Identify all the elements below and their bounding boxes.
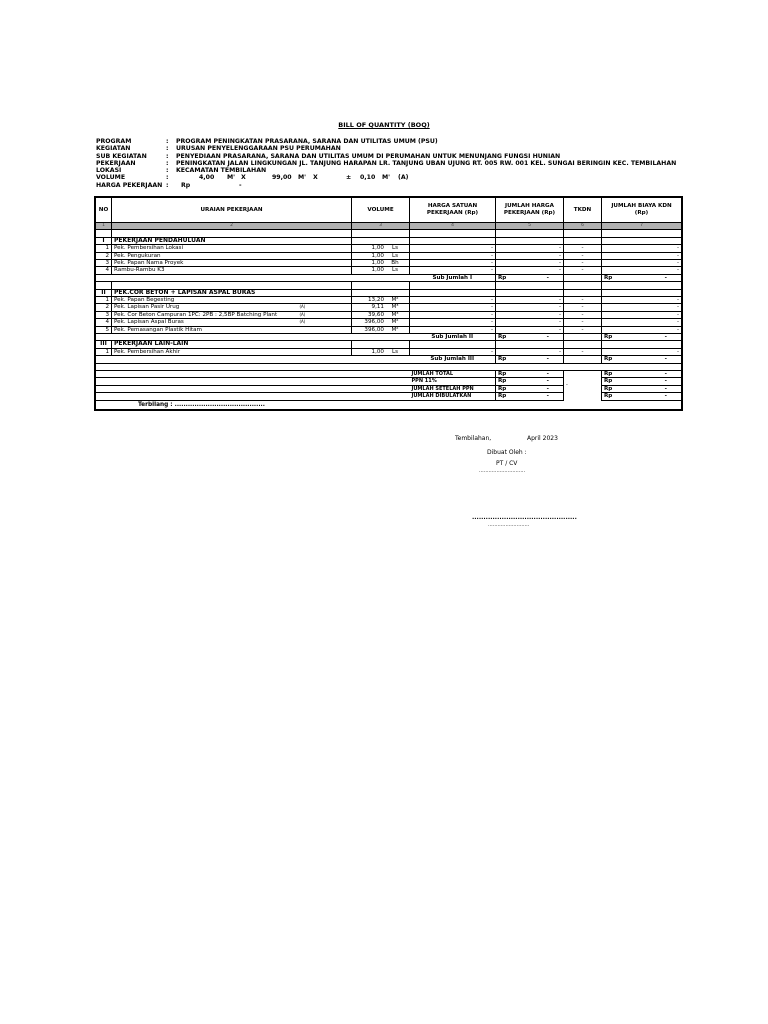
total-amount (496, 378, 564, 385)
section-no: III (96, 341, 112, 348)
total-kdn (602, 371, 682, 378)
total-kdn (602, 393, 682, 400)
volume-thickness: 0,10 (360, 174, 376, 182)
total-value: - (546, 371, 549, 378)
subtotal-label: Sub Jumlah III (410, 356, 496, 363)
item-unit: M² (391, 326, 399, 333)
item-harga-satuan: - (410, 326, 496, 333)
item-jumlah-kdn: - (602, 326, 682, 333)
total-kdn-value: - (664, 385, 667, 392)
total-amount (496, 371, 564, 378)
subtotal-kdn-currency: Rp (604, 356, 613, 363)
item-jumlah-harga: - (496, 319, 564, 326)
total-currency: Rp (498, 371, 507, 378)
item-unit: Ls (391, 252, 399, 259)
info-value: KECAMATAN TEMBILAHAN (176, 167, 267, 175)
total-kdn-value: - (664, 393, 667, 400)
total-kdn-value: - (664, 378, 667, 385)
item-name: Pek. Pengukuran (112, 252, 298, 259)
item-jumlah-kdn: - (602, 304, 682, 311)
item-volume (352, 348, 410, 355)
item-harga-satuan: - (410, 267, 496, 274)
item-harga-satuan: - (410, 297, 496, 304)
spacer-row (96, 230, 682, 237)
item-no: 1 (96, 245, 112, 252)
item-jumlah-harga: - (496, 348, 564, 355)
section-no: I (96, 237, 112, 244)
signature-line: ............................. (479, 468, 526, 474)
info-key: VOLUME (96, 174, 126, 182)
item-tkdn: - (564, 260, 602, 267)
item-tkdn: - (564, 252, 602, 259)
subtotal-kdn-value: - (664, 334, 667, 341)
section-title: PEK.COR BETON + LAPISAN ASPAL BURAS (112, 289, 352, 296)
total-kdn-currency: Rp (604, 385, 613, 392)
harga-currency: Rp (181, 181, 191, 189)
info-row-kegiatan (96, 145, 696, 152)
total-kdn-currency: Rp (604, 371, 613, 378)
total-label: PPN 11% (410, 378, 496, 385)
info-colon: : (166, 138, 169, 145)
subtotal-kdn (602, 356, 682, 363)
total-kdn-value: - (664, 371, 667, 378)
item-tkdn: - (564, 311, 602, 318)
subtotal-currency: Rp (498, 356, 507, 363)
info-value: PENINGKATAN JALAN LINGKUNGAN JL. TANJUNG HARAPAN LR. TANJUNG UBAN UJUNG RT. 005 RW. 001 KEL. SUNGAI BERINGIN KEC. TEMBILAHAN (176, 159, 677, 167)
item-no: 4 (96, 267, 112, 274)
info-row-sub-kegiatan (96, 153, 696, 160)
item-volume-value: 1,00 (371, 260, 384, 267)
item-jumlah-harga: - (496, 260, 564, 267)
item-tag (298, 326, 318, 333)
item-volume (352, 267, 410, 274)
item-jumlah-kdn: - (602, 311, 682, 318)
item-tag (298, 297, 318, 304)
item-name: Pek. Lapisan Aspal Buras (112, 319, 298, 326)
subtotal-kdn (602, 334, 682, 341)
volume-width: 99,00 (272, 174, 292, 182)
item-volume-value: 1,00 (371, 267, 384, 274)
item-harga-satuan: - (410, 304, 496, 311)
item-jumlah-harga: - (496, 297, 564, 304)
terbilang: Terbilang : ......................................... (96, 400, 298, 409)
total-kdn (602, 385, 682, 392)
item-volume-value: 1,00 (371, 245, 384, 252)
column-number: 5 (496, 223, 564, 230)
item-unit: M² (391, 297, 399, 304)
item-no: 2 (96, 304, 112, 311)
item-no: 3 (96, 311, 112, 318)
project-info (96, 138, 696, 198)
item-unit: M³ (391, 311, 399, 318)
total-value: - (546, 378, 549, 385)
subtotal-row (96, 274, 682, 281)
item-volume (352, 311, 410, 318)
subtotal-value: - (546, 356, 549, 363)
signature-made-by: Dibuat Oleh : (487, 449, 527, 456)
item-unit: Bh (391, 260, 399, 267)
table-row (96, 252, 682, 259)
total-tkdn-value: - (566, 382, 568, 389)
info-key: HARGA PEKERJAAN (96, 181, 163, 189)
item-jumlah-kdn: - (602, 267, 682, 274)
item-jumlah-harga: - (496, 267, 564, 274)
total-label: JUMLAH DIBULATKAN (410, 393, 496, 400)
item-harga-satuan: - (410, 319, 496, 326)
total-amount (496, 393, 564, 400)
section-row (96, 289, 682, 296)
item-jumlah-harga: - (496, 252, 564, 259)
subtotal-kdn-currency: Rp (604, 274, 613, 281)
item-volume-value: 13,20 (367, 297, 384, 304)
info-key: LOKASI (96, 167, 122, 175)
subtotal-row (96, 356, 682, 363)
total-currency: Rp (498, 393, 507, 400)
item-no: 5 (96, 326, 112, 333)
info-colon: : (166, 181, 169, 189)
item-jumlah-kdn: - (602, 245, 682, 252)
subtotal-kdn (602, 274, 682, 281)
item-name: Pek. Pembersihan Akhir (112, 348, 298, 355)
info-row-volume (96, 174, 696, 181)
subtotal-currency: Rp (498, 334, 507, 341)
item-name: Pek. Cor Beton Campuran 1PC: 2PB : 2,5BP Batching Plant (112, 311, 298, 318)
header-no: NO (96, 198, 112, 223)
info-row-lokasi (96, 167, 696, 174)
info-row-harga (96, 182, 696, 189)
table-row (96, 297, 682, 304)
header-tkdn: TKDN (564, 198, 602, 223)
item-volume (352, 319, 410, 326)
table-row (96, 326, 682, 333)
item-tkdn: - (564, 245, 602, 252)
table-row (96, 348, 682, 355)
subtotal-amount (496, 334, 564, 341)
info-row-program (96, 138, 696, 145)
spacer-row (96, 282, 682, 289)
subtotal-amount (496, 356, 564, 363)
signature-company: PT / CV (496, 460, 518, 467)
info-value: URUSAN PENYELENGGARAAN PSU PERUMAHAN (176, 145, 341, 153)
signature-title-line: .......................... (488, 522, 530, 528)
item-volume (352, 252, 410, 259)
item-volume (352, 304, 410, 311)
total-value: - (546, 385, 549, 392)
info-colon: : (166, 145, 169, 153)
column-number: 2 (112, 223, 352, 230)
item-jumlah-kdn: - (602, 319, 682, 326)
table-row (96, 245, 682, 252)
item-tkdn: - (564, 297, 602, 304)
volume-tag: (A) (398, 174, 409, 182)
total-kdn-currency: Rp (604, 393, 613, 400)
subtotal-currency: Rp (498, 274, 507, 281)
volume-times: X (313, 174, 318, 182)
signature-place: Tembilahan, (455, 435, 492, 442)
subtotal-value: - (546, 274, 549, 281)
item-tag: (A) (298, 304, 318, 311)
item-harga-satuan: - (410, 348, 496, 355)
column-number: 3 (352, 223, 410, 230)
total-label: JUMLAH SETELAH PPN (410, 385, 496, 392)
item-tkdn: - (564, 348, 602, 355)
subtotal-amount (496, 274, 564, 281)
item-unit: M² (391, 319, 399, 326)
signature-name-line: .............................................. (472, 514, 577, 521)
header-jumlah-harga: JUMLAH HARGA PEKERJAAN (Rp) (496, 198, 564, 223)
item-volume (352, 260, 410, 267)
item-tkdn: - (564, 319, 602, 326)
total-tkdn (564, 371, 602, 401)
section-title: PEKERJAAN PENDAHULUAN (112, 237, 352, 244)
total-row (96, 371, 682, 378)
item-jumlah-harga: - (496, 304, 564, 311)
section-row (96, 237, 682, 244)
item-tkdn: - (564, 267, 602, 274)
terbilang-row (96, 400, 682, 409)
info-value: PENYEDIAAN PRASARANA, SARANA DAN UTILITAS UMUM DI PERUMAHAN UNTUK MENUNJANG FUNGSI HUNIAN (176, 152, 561, 160)
column-number: 4 (410, 223, 496, 230)
info-key: KEGIATAN (96, 145, 131, 153)
item-jumlah-kdn: - (602, 260, 682, 267)
item-volume-value: 1,00 (371, 252, 384, 259)
item-volume-value: 39,60 (367, 311, 384, 318)
item-volume-value: 9,11 (371, 304, 384, 311)
item-harga-satuan: - (410, 311, 496, 318)
item-unit: Ls (391, 348, 399, 355)
column-number: 7 (602, 223, 682, 230)
info-key: SUB KEGIATAN (96, 152, 147, 160)
info-colon: : (166, 152, 169, 160)
info-key: PROGRAM (96, 138, 132, 145)
item-jumlah-kdn: - (602, 297, 682, 304)
item-no: 1 (96, 348, 112, 355)
info-key: PEKERJAAN (96, 159, 136, 167)
item-unit: M³ (391, 304, 399, 311)
item-harga-satuan: - (410, 245, 496, 252)
table-row (96, 267, 682, 274)
volume-plusminus: ± (346, 174, 352, 182)
info-colon: : (166, 174, 169, 182)
item-name: Rambu-Rambu K3 (112, 267, 298, 274)
subtotal-label: Sub Jumlah I (410, 274, 496, 281)
item-name: Pek. Pemasangan Plastik Hitam (112, 326, 298, 333)
item-jumlah-harga: - (496, 326, 564, 333)
column-number-row (96, 223, 682, 230)
spacer-row (96, 363, 682, 370)
item-tag: (A) (298, 311, 318, 318)
subtotal-row (96, 334, 682, 341)
item-volume (352, 245, 410, 252)
item-name: Pek. Papan Begesting (112, 297, 298, 304)
total-currency: Rp (498, 378, 507, 385)
item-volume-value: 396,00 (364, 319, 384, 326)
item-no: 3 (96, 260, 112, 267)
header-uraian: URAIAN PEKERJAAN (112, 198, 352, 223)
item-jumlah-harga: - (496, 245, 564, 252)
info-row-pekerjaan (96, 160, 696, 167)
total-kdn-currency: Rp (604, 378, 613, 385)
volume-unit: M' (382, 174, 391, 182)
item-tag: (A) (298, 319, 318, 326)
item-harga-satuan: - (410, 260, 496, 267)
item-harga-satuan: - (410, 252, 496, 259)
subtotal-kdn-currency: Rp (604, 334, 613, 341)
document-title: BILL OF QUANTITY (BOQ) (338, 121, 430, 129)
total-label: JUMLAH TOTAL (410, 371, 496, 378)
info-colon: : (166, 167, 169, 175)
item-no: 4 (96, 319, 112, 326)
table-row (96, 319, 682, 326)
info-value: PROGRAM PENINGKATAN PRASARANA, SARANA DAN UTILITAS UMUM (PSU) (176, 138, 438, 145)
item-jumlah-harga: - (496, 311, 564, 318)
header-jumlah-kdn: JUMLAH BIAYA KDN (Rp) (602, 198, 682, 223)
volume-unit: M' (227, 174, 236, 182)
subtotal-kdn-value: - (664, 274, 667, 281)
total-kdn (602, 378, 682, 385)
total-currency: Rp (498, 385, 507, 392)
item-volume (352, 297, 410, 304)
total-value: - (546, 393, 549, 400)
item-no: 2 (96, 252, 112, 259)
item-no: 1 (96, 297, 112, 304)
subtotal-kdn-value: - (664, 356, 667, 363)
item-unit: Ls (391, 267, 399, 274)
section-no: II (96, 289, 112, 296)
header-row (96, 198, 682, 223)
table-row (96, 304, 682, 311)
item-tkdn: - (564, 304, 602, 311)
item-volume-value: 1,00 (371, 348, 384, 355)
item-name: Pek. Papan Nama Proyek (112, 260, 298, 267)
harga-value: - (239, 181, 242, 189)
volume-length: 4,00 (199, 174, 215, 182)
total-amount (496, 385, 564, 392)
item-tkdn: - (564, 326, 602, 333)
volume-unit: M' (298, 174, 307, 182)
item-volume-value: 396,00 (364, 326, 384, 333)
column-number: 6 (564, 223, 602, 230)
item-jumlah-kdn: - (602, 348, 682, 355)
boq-table (95, 197, 682, 410)
item-volume (352, 326, 410, 333)
table-row (96, 260, 682, 267)
subtotal-value: - (546, 334, 549, 341)
item-jumlah-kdn: - (602, 252, 682, 259)
column-number: 1 (96, 223, 112, 230)
header-volume: VOLUME (352, 198, 410, 223)
signature-date: April 2023 (527, 435, 558, 442)
item-name: Pek. Lapisan Pasir Urug (112, 304, 298, 311)
section-title: PEKERJAAN LAIN-LAIN (112, 341, 352, 348)
table-row (96, 311, 682, 318)
volume-times: X (241, 174, 246, 182)
item-unit: Ls (391, 245, 399, 252)
section-row (96, 341, 682, 348)
info-colon: : (166, 159, 169, 167)
header-harga-satuan: HARGA SATUAN PEKERJAAN (Rp) (410, 198, 496, 223)
item-name: Pek. Pembersihan Lokasi (112, 245, 298, 252)
subtotal-label: Sub Jumlah II (410, 334, 496, 341)
